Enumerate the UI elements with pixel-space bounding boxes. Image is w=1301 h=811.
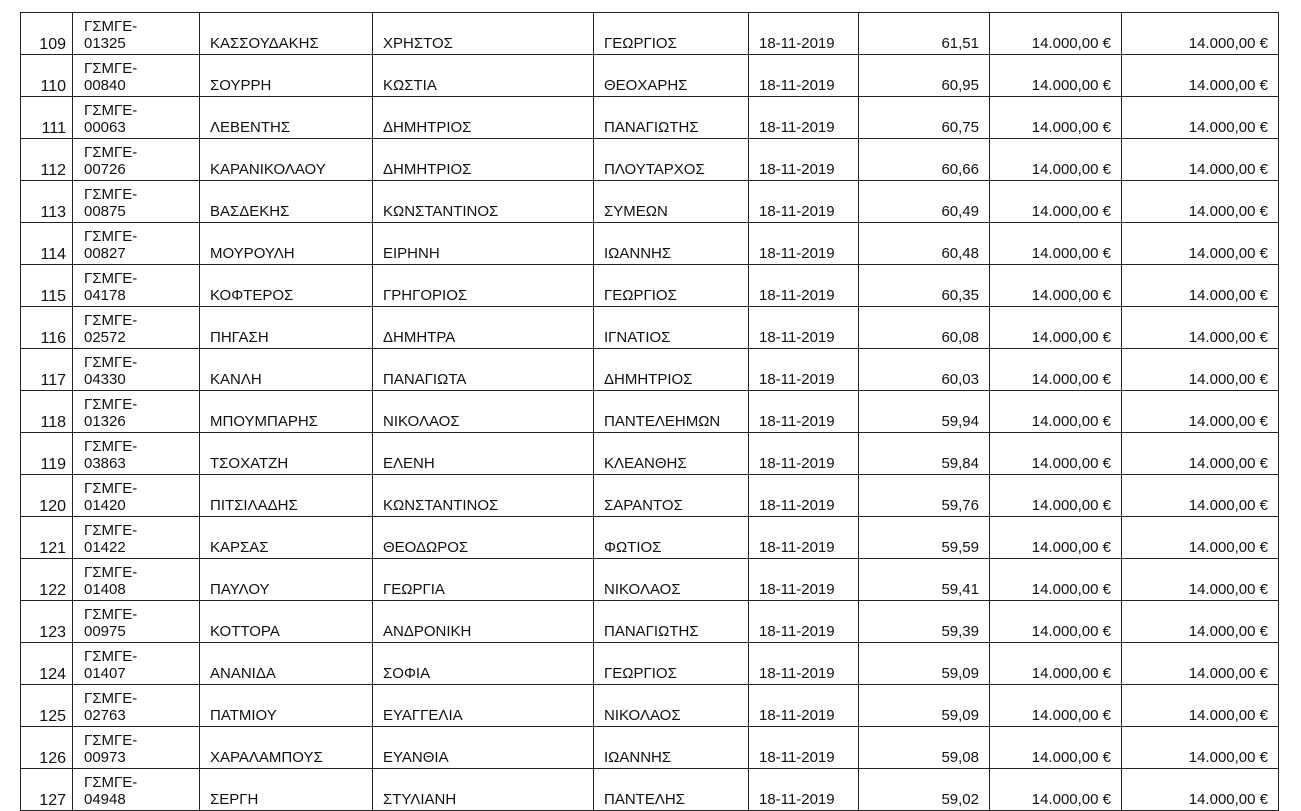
date-cell: 18-11-2019 — [749, 13, 859, 55]
application-code-cell — [73, 559, 200, 601]
score-cell: 60,35 — [859, 265, 990, 307]
application-code-number: 01408 — [84, 581, 126, 598]
first-name-cell: ΔΗΜΗΤΡΑ — [373, 307, 594, 349]
father-name-cell: ΙΓΝΑΤΙΟΣ — [594, 307, 749, 349]
amount-cell: 14.000,00 € — [990, 97, 1122, 139]
total-amount-cell: 14.000,00 € — [1122, 391, 1279, 433]
score-cell: 60,75 — [859, 97, 990, 139]
row-number-cell: 126 — [21, 727, 73, 769]
score-cell: 59,08 — [859, 727, 990, 769]
score-cell: 59,09 — [859, 643, 990, 685]
application-code-prefix: ΓΣΜΓΕ- — [84, 354, 138, 371]
amount-cell: 14.000,00 € — [990, 307, 1122, 349]
last-name-cell: ΚΑΡΣΑΣ — [200, 517, 373, 559]
first-name-cell: ΚΩΝΣΤΑΝΤΙΝΟΣ — [373, 475, 594, 517]
score-cell: 59,41 — [859, 559, 990, 601]
date-cell: 18-11-2019 — [749, 685, 859, 727]
father-name-cell: ΠΑΝΤΕΛΗΣ — [594, 769, 749, 811]
application-code-number: 02763 — [84, 707, 126, 724]
first-name-cell: ΠΑΝΑΓΙΩΤΑ — [373, 349, 594, 391]
application-code-number: 02572 — [84, 329, 126, 346]
father-name-cell: ΙΩΑΝΝΗΣ — [594, 223, 749, 265]
row-number-cell: 122 — [21, 559, 73, 601]
first-name-cell: ΣΤΥΛΙΑΝΗ — [373, 769, 594, 811]
application-code-prefix: ΓΣΜΓΕ- — [84, 732, 138, 749]
amount-cell: 14.000,00 € — [990, 349, 1122, 391]
amount-cell: 14.000,00 € — [990, 517, 1122, 559]
total-amount-cell: 14.000,00 € — [1122, 139, 1279, 181]
date-cell: 18-11-2019 — [749, 433, 859, 475]
row-number-cell: 116 — [21, 307, 73, 349]
row-number-cell: 125 — [21, 685, 73, 727]
application-code-cell — [73, 685, 200, 727]
table-row — [21, 223, 1279, 265]
last-name-cell: ΚΑΡΑΝΙΚΟΛΑΟΥ — [200, 139, 373, 181]
total-amount-cell: 14.000,00 € — [1122, 769, 1279, 811]
application-code-cell — [73, 181, 200, 223]
date-cell: 18-11-2019 — [749, 391, 859, 433]
last-name-cell: ΠΑΥΛΟΥ — [200, 559, 373, 601]
application-code-prefix: ΓΣΜΓΕ- — [84, 60, 138, 77]
row-number-cell: 127 — [21, 769, 73, 811]
row-number-cell: 114 — [21, 223, 73, 265]
application-code-number: 00063 — [84, 119, 126, 136]
application-code-prefix: ΓΣΜΓΕ- — [84, 186, 138, 203]
father-name-cell: ΠΛΟΥΤΑΡΧΟΣ — [594, 139, 749, 181]
table-row — [21, 139, 1279, 181]
application-code-prefix: ΓΣΜΓΕ- — [84, 774, 138, 791]
row-number-cell: 120 — [21, 475, 73, 517]
application-code-cell — [73, 601, 200, 643]
first-name-cell: ΔΗΜΗΤΡΙΟΣ — [373, 97, 594, 139]
row-number-cell: 110 — [21, 55, 73, 97]
score-cell: 59,59 — [859, 517, 990, 559]
last-name-cell: ΧΑΡΑΛΑΜΠΟΥΣ — [200, 727, 373, 769]
score-cell: 61,51 — [859, 13, 990, 55]
table-row — [21, 13, 1279, 55]
date-cell: 18-11-2019 — [749, 55, 859, 97]
total-amount-cell: 14.000,00 € — [1122, 517, 1279, 559]
total-amount-cell: 14.000,00 € — [1122, 643, 1279, 685]
score-cell: 60,03 — [859, 349, 990, 391]
application-code-number: 00827 — [84, 245, 126, 262]
father-name-cell: ΓΕΩΡΓΙΟΣ — [594, 13, 749, 55]
table-row — [21, 181, 1279, 223]
row-number-cell: 119 — [21, 433, 73, 475]
first-name-cell: ΕΥΑΓΓΕΛΙΑ — [373, 685, 594, 727]
father-name-cell: ΚΛΕΑΝΘΗΣ — [594, 433, 749, 475]
score-cell: 59,39 — [859, 601, 990, 643]
father-name-cell: ΝΙΚΟΛΑΟΣ — [594, 559, 749, 601]
last-name-cell: ΠΙΤΣΙΛΑΔΗΣ — [200, 475, 373, 517]
application-code-prefix: ΓΣΜΓΕ- — [84, 312, 138, 329]
amount-cell: 14.000,00 € — [990, 643, 1122, 685]
amount-cell: 14.000,00 € — [990, 685, 1122, 727]
last-name-cell: ΜΟΥΡΟΥΛΗ — [200, 223, 373, 265]
row-number-cell: 123 — [21, 601, 73, 643]
total-amount-cell: 14.000,00 € — [1122, 349, 1279, 391]
last-name-cell: ΣΕΡΓΗ — [200, 769, 373, 811]
application-code-prefix: ΓΣΜΓΕ- — [84, 564, 138, 581]
application-code-prefix: ΓΣΜΓΕ- — [84, 606, 138, 623]
application-code-cell — [73, 139, 200, 181]
application-code-cell — [73, 307, 200, 349]
application-code-prefix: ΓΣΜΓΕ- — [84, 690, 138, 707]
application-code-number: 00726 — [84, 161, 126, 178]
father-name-cell: ΘΕΟΧΑΡΗΣ — [594, 55, 749, 97]
total-amount-cell: 14.000,00 € — [1122, 433, 1279, 475]
application-code-number: 04948 — [84, 791, 126, 808]
total-amount-cell: 14.000,00 € — [1122, 55, 1279, 97]
date-cell: 18-11-2019 — [749, 475, 859, 517]
father-name-cell: ΠΑΝΑΓΙΩΤΗΣ — [594, 601, 749, 643]
application-code-prefix: ΓΣΜΓΕ- — [84, 480, 138, 497]
total-amount-cell: 14.000,00 € — [1122, 601, 1279, 643]
application-code-prefix: ΓΣΜΓΕ- — [84, 18, 138, 35]
application-code-cell — [73, 475, 200, 517]
application-code-cell — [73, 391, 200, 433]
application-code-cell — [73, 433, 200, 475]
total-amount-cell: 14.000,00 € — [1122, 265, 1279, 307]
score-cell: 60,95 — [859, 55, 990, 97]
father-name-cell: ΣΑΡΑΝΤΟΣ — [594, 475, 749, 517]
first-name-cell: ΓΕΩΡΓΙΑ — [373, 559, 594, 601]
score-cell: 59,76 — [859, 475, 990, 517]
application-code-number: 00840 — [84, 77, 126, 94]
date-cell: 18-11-2019 — [749, 349, 859, 391]
father-name-cell: ΓΕΩΡΓΙΟΣ — [594, 643, 749, 685]
row-number-cell: 118 — [21, 391, 73, 433]
first-name-cell: ΣΟΦΙΑ — [373, 643, 594, 685]
application-code-number: 00875 — [84, 203, 126, 220]
table-row — [21, 307, 1279, 349]
beneficiaries-table — [20, 12, 1279, 811]
first-name-cell: ΘΕΟΔΩΡΟΣ — [373, 517, 594, 559]
application-code-number: 04330 — [84, 371, 126, 388]
application-code-cell — [73, 349, 200, 391]
row-number-cell: 113 — [21, 181, 73, 223]
table-row — [21, 727, 1279, 769]
father-name-cell: ΠΑΝΤΕΛΕΗΜΩΝ — [594, 391, 749, 433]
row-number-cell: 109 — [21, 13, 73, 55]
date-cell: 18-11-2019 — [749, 97, 859, 139]
application-code-cell — [73, 13, 200, 55]
first-name-cell: ΑΝΔΡΟΝΙΚΗ — [373, 601, 594, 643]
last-name-cell: ΚΑΝΛΗ — [200, 349, 373, 391]
table-row — [21, 685, 1279, 727]
amount-cell: 14.000,00 € — [990, 391, 1122, 433]
father-name-cell: ΠΑΝΑΓΙΩΤΗΣ — [594, 97, 749, 139]
score-cell: 60,48 — [859, 223, 990, 265]
application-code-prefix: ΓΣΜΓΕ- — [84, 522, 138, 539]
score-cell: 59,09 — [859, 685, 990, 727]
total-amount-cell: 14.000,00 € — [1122, 475, 1279, 517]
application-code-cell — [73, 769, 200, 811]
total-amount-cell: 14.000,00 € — [1122, 727, 1279, 769]
total-amount-cell: 14.000,00 € — [1122, 559, 1279, 601]
application-code-number: 03863 — [84, 455, 126, 472]
amount-cell: 14.000,00 € — [990, 769, 1122, 811]
date-cell: 18-11-2019 — [749, 601, 859, 643]
application-code-cell — [73, 517, 200, 559]
amount-cell: 14.000,00 € — [990, 181, 1122, 223]
date-cell: 18-11-2019 — [749, 559, 859, 601]
date-cell: 18-11-2019 — [749, 517, 859, 559]
total-amount-cell: 14.000,00 € — [1122, 13, 1279, 55]
amount-cell: 14.000,00 € — [990, 55, 1122, 97]
table-row — [21, 769, 1279, 811]
application-code-number: 01407 — [84, 665, 126, 682]
table-row — [21, 391, 1279, 433]
score-cell: 60,49 — [859, 181, 990, 223]
application-code-number: 00973 — [84, 749, 126, 766]
first-name-cell: ΕΛΕΝΗ — [373, 433, 594, 475]
father-name-cell: ΝΙΚΟΛΑΟΣ — [594, 685, 749, 727]
date-cell: 18-11-2019 — [749, 727, 859, 769]
application-code-number: 04178 — [84, 287, 126, 304]
first-name-cell: ΝΙΚΟΛΑΟΣ — [373, 391, 594, 433]
first-name-cell: ΚΩΣΤΙΑ — [373, 55, 594, 97]
application-code-cell — [73, 55, 200, 97]
date-cell: 18-11-2019 — [749, 307, 859, 349]
score-cell: 59,94 — [859, 391, 990, 433]
father-name-cell: ΦΩΤΙΟΣ — [594, 517, 749, 559]
first-name-cell: ΓΡΗΓΟΡΙΟΣ — [373, 265, 594, 307]
date-cell: 18-11-2019 — [749, 223, 859, 265]
amount-cell: 14.000,00 € — [990, 139, 1122, 181]
application-code-number: 01422 — [84, 539, 126, 556]
total-amount-cell: 14.000,00 € — [1122, 307, 1279, 349]
table-row — [21, 601, 1279, 643]
application-code-prefix: ΓΣΜΓΕ- — [84, 270, 138, 287]
application-code-prefix: ΓΣΜΓΕ- — [84, 228, 138, 245]
total-amount-cell: 14.000,00 € — [1122, 223, 1279, 265]
table-row — [21, 433, 1279, 475]
score-cell: 59,84 — [859, 433, 990, 475]
table-row — [21, 55, 1279, 97]
last-name-cell: ΚΟΤΤΟΡΑ — [200, 601, 373, 643]
table-row — [21, 559, 1279, 601]
row-number-cell: 117 — [21, 349, 73, 391]
father-name-cell: ΙΩΑΝΝΗΣ — [594, 727, 749, 769]
date-cell: 18-11-2019 — [749, 643, 859, 685]
amount-cell: 14.000,00 € — [990, 265, 1122, 307]
first-name-cell: ΕΙΡΗΝΗ — [373, 223, 594, 265]
table-row — [21, 517, 1279, 559]
application-code-prefix: ΓΣΜΓΕ- — [84, 144, 138, 161]
last-name-cell: ΚΑΣΣΟΥΔΑΚΗΣ — [200, 13, 373, 55]
application-code-prefix: ΓΣΜΓΕ- — [84, 396, 138, 413]
amount-cell: 14.000,00 € — [990, 559, 1122, 601]
application-code-cell — [73, 97, 200, 139]
father-name-cell: ΔΗΜΗΤΡΙΟΣ — [594, 349, 749, 391]
first-name-cell: ΔΗΜΗΤΡΙΟΣ — [373, 139, 594, 181]
amount-cell: 14.000,00 € — [990, 475, 1122, 517]
application-code-prefix: ΓΣΜΓΕ- — [84, 102, 138, 119]
table-row — [21, 265, 1279, 307]
amount-cell: 14.000,00 € — [990, 433, 1122, 475]
last-name-cell: ΠΗΓΑΣΗ — [200, 307, 373, 349]
first-name-cell: ΕΥΑΝΘΙΑ — [373, 727, 594, 769]
date-cell: 18-11-2019 — [749, 139, 859, 181]
first-name-cell: ΧΡΗΣΤΟΣ — [373, 13, 594, 55]
last-name-cell: ΛΕΒΕΝΤΗΣ — [200, 97, 373, 139]
date-cell: 18-11-2019 — [749, 769, 859, 811]
total-amount-cell: 14.000,00 € — [1122, 685, 1279, 727]
score-cell: 60,66 — [859, 139, 990, 181]
total-amount-cell: 14.000,00 € — [1122, 97, 1279, 139]
application-code-number: 01325 — [84, 35, 126, 52]
father-name-cell: ΓΕΩΡΓΙΟΣ — [594, 265, 749, 307]
application-code-cell — [73, 643, 200, 685]
table-row — [21, 349, 1279, 391]
table-row — [21, 475, 1279, 517]
last-name-cell: ΑΝΑΝΙΔΑ — [200, 643, 373, 685]
amount-cell: 14.000,00 € — [990, 13, 1122, 55]
application-code-number: 01326 — [84, 413, 126, 430]
row-number-cell: 115 — [21, 265, 73, 307]
application-code-cell — [73, 727, 200, 769]
date-cell: 18-11-2019 — [749, 181, 859, 223]
date-cell: 18-11-2019 — [749, 265, 859, 307]
application-code-number: 01420 — [84, 497, 126, 514]
amount-cell: 14.000,00 € — [990, 727, 1122, 769]
amount-cell: 14.000,00 € — [990, 223, 1122, 265]
row-number-cell: 124 — [21, 643, 73, 685]
last-name-cell: ΤΣΟΧΑΤΖΗ — [200, 433, 373, 475]
last-name-cell: ΣΟΥΡΡΗ — [200, 55, 373, 97]
row-number-cell: 121 — [21, 517, 73, 559]
total-amount-cell: 14.000,00 € — [1122, 181, 1279, 223]
last-name-cell: ΜΠΟΥΜΠΑΡΗΣ — [200, 391, 373, 433]
row-number-cell: 111 — [21, 97, 73, 139]
table-body — [21, 13, 1279, 811]
application-code-prefix: ΓΣΜΓΕ- — [84, 648, 138, 665]
table-row — [21, 643, 1279, 685]
application-code-prefix: ΓΣΜΓΕ- — [84, 438, 138, 455]
last-name-cell: ΠΑΤΜΙΟΥ — [200, 685, 373, 727]
last-name-cell: ΒΑΣΔΕΚΗΣ — [200, 181, 373, 223]
father-name-cell: ΣΥΜΕΩΝ — [594, 181, 749, 223]
application-code-number: 00975 — [84, 623, 126, 640]
last-name-cell: ΚΟΦΤΕΡΟΣ — [200, 265, 373, 307]
table-row — [21, 97, 1279, 139]
row-number-cell: 112 — [21, 139, 73, 181]
score-cell: 59,02 — [859, 769, 990, 811]
first-name-cell: ΚΩΝΣΤΑΝΤΙΝΟΣ — [373, 181, 594, 223]
amount-cell: 14.000,00 € — [990, 601, 1122, 643]
application-code-cell — [73, 265, 200, 307]
application-code-cell — [73, 223, 200, 265]
score-cell: 60,08 — [859, 307, 990, 349]
